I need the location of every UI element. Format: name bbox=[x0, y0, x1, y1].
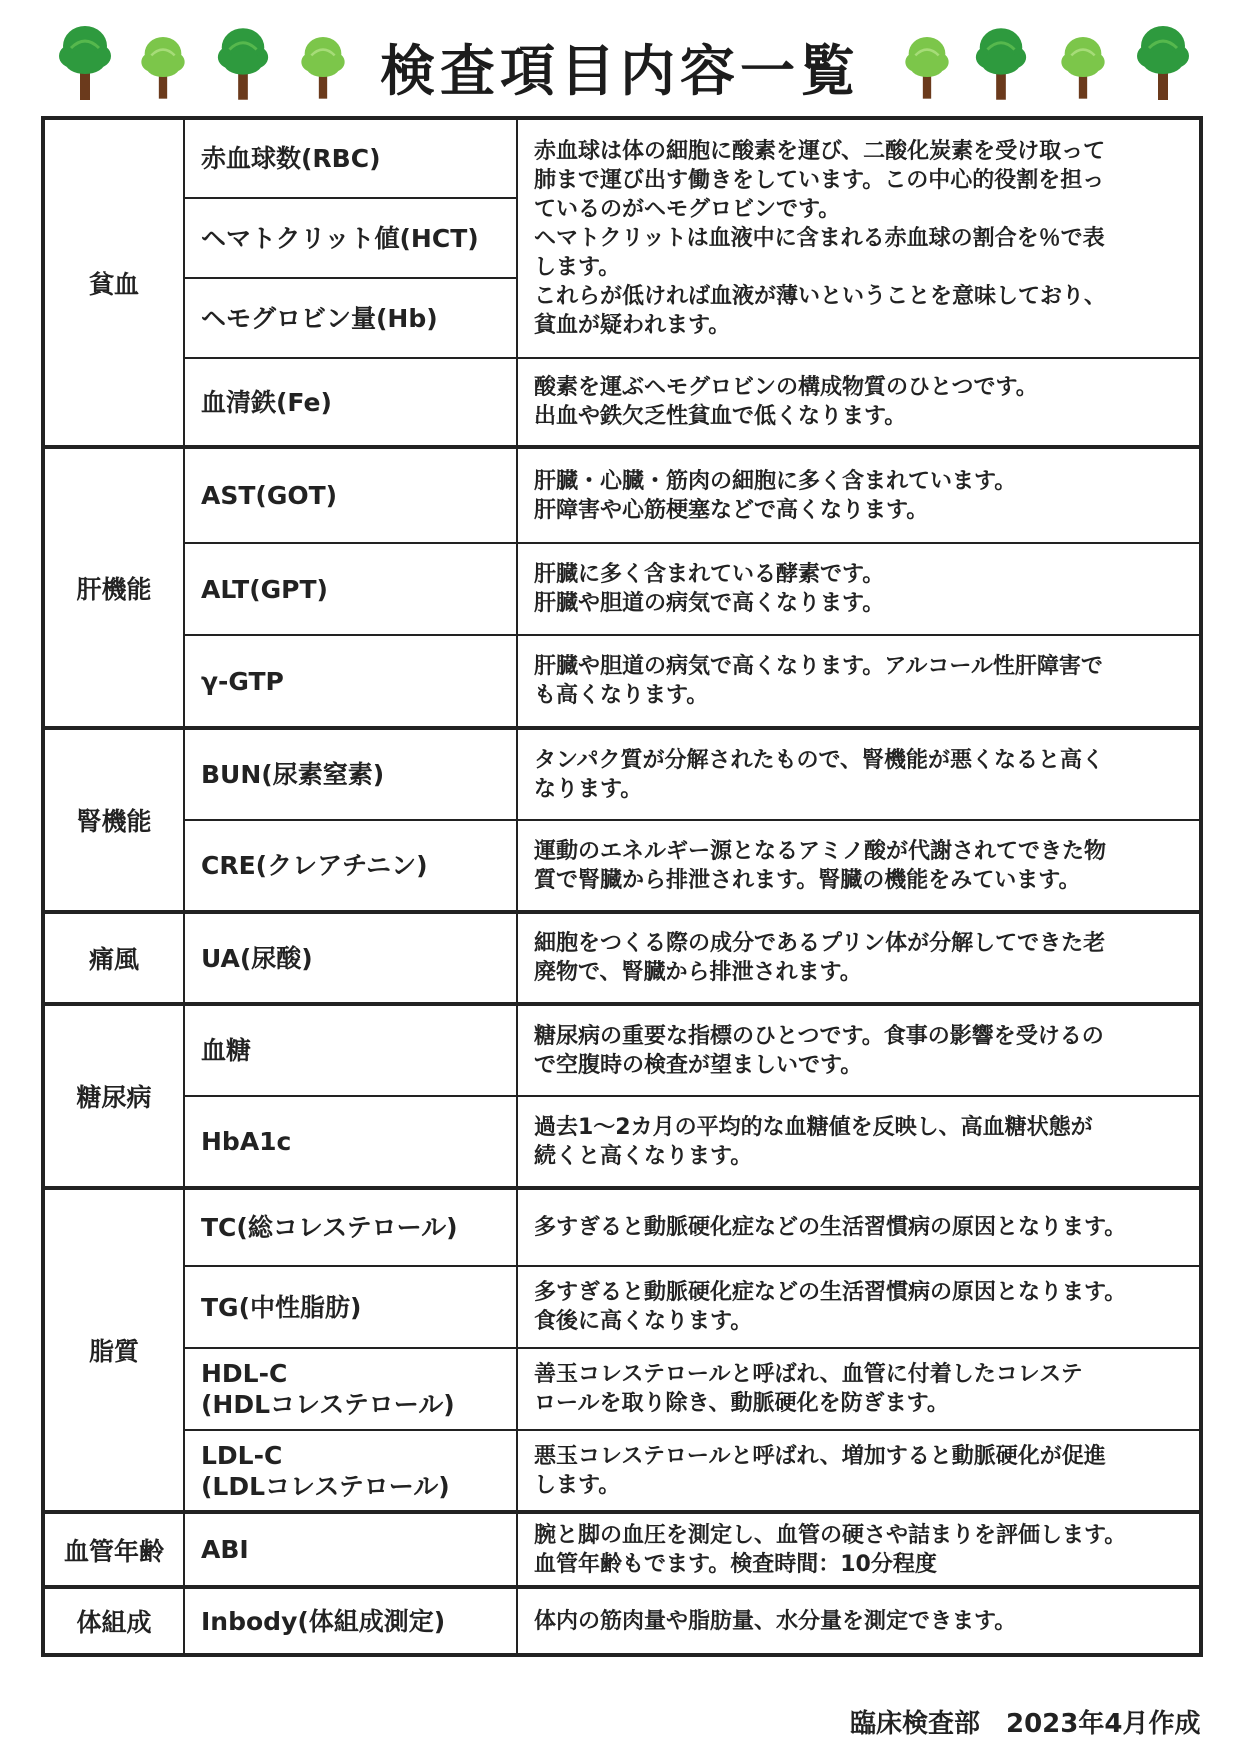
item-description-fe: 酸素を運ぶヘモグロビンの構成物質のひとつです。 出血や鉄欠乏性貧血で低くなります。 bbox=[517, 358, 1201, 447]
footer-credit: 臨床検査部 2023年4月作成 bbox=[850, 1709, 1201, 1739]
item-name-fe: 血清鉄(Fe) bbox=[184, 358, 517, 447]
item-name-ldl: LDL-C (LDLコレステロール) bbox=[184, 1430, 517, 1512]
table-row bbox=[43, 118, 1201, 198]
item-name-hba1c: HbA1c bbox=[184, 1096, 517, 1188]
item-description-tg: 多すぎると動脈硬化症などの生活習慣病の原因となります。 食後に高くなります。 bbox=[517, 1266, 1201, 1348]
table-row bbox=[43, 1188, 1201, 1266]
item-name-tg: TG(中性脂肪) bbox=[184, 1266, 517, 1348]
tree-icon bbox=[138, 34, 188, 100]
category-cell-liver: 肝機能 bbox=[43, 447, 184, 728]
category-cell-diabetes: 糖尿病 bbox=[43, 1004, 184, 1188]
page-header bbox=[0, 0, 1240, 110]
table-row bbox=[43, 543, 1201, 635]
item-description-abi: 腕と脚の血圧を測定し、血管の硬さや詰まりを評価します。 血管年齢もでます。検査時間：10分程度 bbox=[517, 1512, 1201, 1587]
item-description-ast: 肝臓・心臓・筋肉の細胞に多く含まれています。 肝障害や心筋梗塞などで高くなります。 bbox=[517, 447, 1201, 543]
item-description-tc: 多すぎると動脈硬化症などの生活習慣病の原因となります。 bbox=[517, 1188, 1201, 1266]
table-row bbox=[43, 358, 1201, 447]
table-row bbox=[43, 447, 1201, 543]
item-name-cre: CRE(クレアチニン) bbox=[184, 820, 517, 912]
page-title: 検査項目内容一覧 bbox=[380, 39, 861, 103]
table-row bbox=[43, 820, 1201, 912]
item-name-hb: ヘモグロビン量(Hb) bbox=[184, 278, 517, 358]
table-row bbox=[43, 1004, 1201, 1096]
table-row bbox=[43, 1512, 1201, 1587]
item-name-ggtp: γ-GTP bbox=[184, 635, 517, 728]
item-name-alt: ALT(GPT) bbox=[184, 543, 517, 635]
category-cell-kidney: 腎機能 bbox=[43, 728, 184, 912]
tree-icon bbox=[214, 26, 272, 100]
table-row bbox=[43, 728, 1201, 820]
item-name-bun: BUN(尿素窒素) bbox=[184, 728, 517, 820]
item-description-inbody: 体内の筋肉量や脂肪量、水分量を測定できます。 bbox=[517, 1587, 1201, 1655]
item-description-rbc-hct-hb: 赤血球は体の細胞に酸素を運び、二酸化炭素を受け取って 肺まで運び出す働きをしています。この中心的役割を担っ ているのがヘモグロビンです。 ヘマトクリットは血液中に含まれる赤血球の割合を％で表 します。 これらが低ければ血液が薄いということを意味しており、 貧血が疑われます。 bbox=[517, 118, 1201, 358]
tree-icon bbox=[1058, 34, 1108, 100]
item-name-inbody: Inbody(体組成測定) bbox=[184, 1587, 517, 1655]
item-name-ua: UA(尿酸) bbox=[184, 912, 517, 1004]
item-description-hba1c: 過去1～2カ月の平均的な血糖値を反映し、高血糖状態が 続くと高くなります。 bbox=[517, 1096, 1201, 1188]
tree-icon bbox=[1132, 24, 1194, 100]
item-description-alt: 肝臓に多く含まれている酵素です。 肝臓や胆道の病気で高くなります。 bbox=[517, 543, 1201, 635]
category-cell-lipid: 脂質 bbox=[43, 1188, 184, 1512]
tree-icon bbox=[298, 34, 348, 100]
item-name-ast: AST(GOT) bbox=[184, 447, 517, 543]
item-description-ua: 細胞をつくる際の成分であるプリン体が分解してできた老 廃物で、腎臓から排泄されます。 bbox=[517, 912, 1201, 1004]
table-row bbox=[43, 912, 1201, 1004]
item-description-glucose: 糖尿病の重要な指標のひとつです。食事の影響を受けるの で空腹時の検査が望ましいです。 bbox=[517, 1004, 1201, 1096]
item-name-abi: ABI bbox=[184, 1512, 517, 1587]
item-name-hct: ヘマトクリット値(HCT) bbox=[184, 198, 517, 278]
category-cell-body: 体組成 bbox=[43, 1587, 184, 1655]
item-name-tc: TC(総コレステロール) bbox=[184, 1188, 517, 1266]
item-description-hdl: 善玉コレステロールと呼ばれ、血管に付着したコレステ ロールを取り除き、動脈硬化を防ぎます。 bbox=[517, 1348, 1201, 1430]
item-description-ldl: 悪玉コレステロールと呼ばれ、増加すると動脈硬化が促進 します。 bbox=[517, 1430, 1201, 1512]
exam-items-table bbox=[41, 116, 1203, 1657]
table-row bbox=[43, 1587, 1201, 1655]
item-description-bun: タンパク質が分解されたもので、腎機能が悪くなると高く なります。 bbox=[517, 728, 1201, 820]
table-row bbox=[43, 1348, 1201, 1430]
tree-icon bbox=[54, 24, 116, 100]
tree-icon bbox=[902, 34, 952, 100]
item-description-cre: 運動のエネルギー源となるアミノ酸が代謝されてできた物 質で腎臓から排泄されます。腎臓の機能をみています。 bbox=[517, 820, 1201, 912]
category-cell-gout: 痛風 bbox=[43, 912, 184, 1004]
table-row bbox=[43, 635, 1201, 728]
item-description-ggtp: 肝臓や胆道の病気で高くなります。アルコール性肝障害で も高くなります。 bbox=[517, 635, 1201, 728]
table-row bbox=[43, 1266, 1201, 1348]
category-cell-anemia: 貧血 bbox=[43, 118, 184, 447]
tree-icon bbox=[972, 26, 1030, 100]
table-row bbox=[43, 1430, 1201, 1512]
item-name-glucose: 血糖 bbox=[184, 1004, 517, 1096]
category-cell-vascular: 血管年齢 bbox=[43, 1512, 184, 1587]
table-row bbox=[43, 1096, 1201, 1188]
item-name-rbc: 赤血球数(RBC) bbox=[184, 118, 517, 198]
item-name-hdl: HDL-C (HDLコレステロール) bbox=[184, 1348, 517, 1430]
